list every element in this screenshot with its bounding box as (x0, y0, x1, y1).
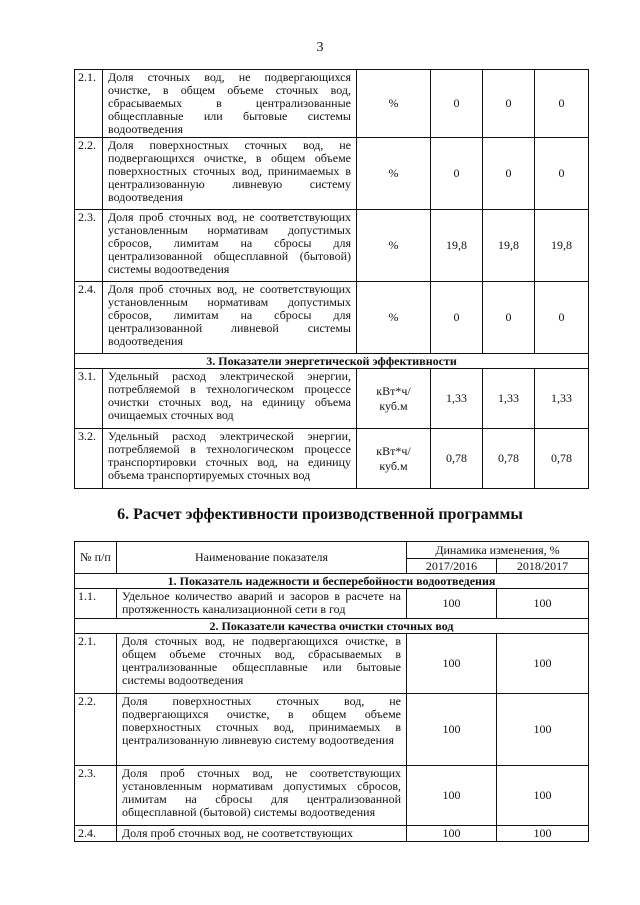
table-row (75, 694, 589, 766)
table-row (75, 369, 589, 429)
row-description: Удельный расход электрической энергии, потребляемой в технологическом процессе транспортировки сточных вод, на единицу объема транспортируемых сточных вод (103, 429, 357, 489)
row-number: 3.1. (75, 369, 103, 429)
header-col-2018-2017: 2018/2017 (497, 559, 589, 574)
row-description: Доля сточных вод, не подвергающихся очистке, в общем объеме сточных вод, сбрасываемых в централизованные общесплавные или бытовые системы водоотведения (117, 634, 407, 694)
row-value-2018-2017: 100 (497, 694, 589, 766)
row-number: 2.4. (75, 826, 117, 842)
row-value-3: 0 (535, 70, 589, 138)
row-number: 1.1. (75, 589, 117, 619)
header-name: Наименование показателя (117, 542, 407, 574)
row-number: 2.1. (75, 634, 117, 694)
table-row (75, 634, 589, 694)
row-unit: % (357, 138, 431, 210)
row-value-2: 0 (483, 282, 535, 354)
header-col-2017-2016: 2017/2016 (407, 559, 497, 574)
row-number: 2.2. (75, 138, 103, 210)
row-value-2017-2016: 100 (407, 589, 497, 619)
row-value-3: 1,33 (535, 369, 589, 429)
efficiency-table (74, 541, 589, 842)
row-value-1: 0 (431, 282, 483, 354)
row-value-2017-2016: 100 (407, 694, 497, 766)
row-number: 2.4. (75, 282, 103, 354)
row-number: 2.1. (75, 70, 103, 138)
section-title: 2. Показатели качества очистки сточных вод (75, 619, 589, 634)
row-value-2017-2016: 100 (407, 634, 497, 694)
row-value-2: 1,33 (483, 369, 535, 429)
row-unit: % (357, 282, 431, 354)
row-value-2018-2017: 100 (497, 826, 589, 842)
row-description: Доля проб сточных вод, не соответствующих установленным нормативам допустимых сбросов, лимитам на сбросы для централизованной общесплавной (бытовой) системы водоотведения (117, 766, 407, 826)
page-number: 3 (316, 40, 324, 55)
row-value-1: 0 (431, 70, 483, 138)
row-value-2017-2016: 100 (407, 826, 497, 842)
row-value-2: 19,8 (483, 210, 535, 282)
indicators-table (74, 69, 589, 489)
section-row (75, 574, 589, 589)
section-row (75, 619, 589, 634)
row-description: Доля проб сточных вод, не соответствующих (117, 826, 407, 842)
row-unit: % (357, 210, 431, 282)
row-value-2017-2016: 100 (407, 766, 497, 826)
row-value-1: 0,78 (431, 429, 483, 489)
row-description: Доля поверхностных сточных вод, не подвергающихся очистке, в общем объеме поверхностных сточных вод, принимаемых в централизованную ливневую систему водоотведения (103, 138, 357, 210)
row-number: 3.2. (75, 429, 103, 489)
row-unit: кВт*ч/ куб.м (357, 429, 431, 489)
row-number: 2.3. (75, 210, 103, 282)
table-row (75, 138, 589, 210)
section-title: 1. Показатель надежности и бесперебойности водоотведения (75, 574, 589, 589)
table-row (75, 589, 589, 619)
row-value-3: 19,8 (535, 210, 589, 282)
row-description: Доля поверхностных сточных вод, не подвергающихся очистке, в общем объеме поверхностных сточных вод, принимаемых в централизованную ливневую систему водоотведения (117, 694, 407, 766)
row-value-3: 0 (535, 138, 589, 210)
row-description: Удельное количество аварий и засоров в расчете на протяженность канализационной сети в год (117, 589, 407, 619)
row-description: Удельный расход электрической энергии, потребляемой в технологическом процессе очистки сточных вод, на единицу объема очищаемых сточных вод (103, 369, 357, 429)
row-value-3: 0 (535, 282, 589, 354)
row-number: 2.2. (75, 694, 117, 766)
table-row (75, 282, 589, 354)
row-value-2: 0,78 (483, 429, 535, 489)
table-row (75, 429, 589, 489)
header-num: № п/п (75, 542, 117, 574)
row-unit: кВт*ч/ куб.м (357, 369, 431, 429)
row-value-1: 19,8 (431, 210, 483, 282)
row-value-2018-2017: 100 (497, 589, 589, 619)
row-value-1: 0 (431, 138, 483, 210)
section-row (75, 354, 589, 369)
table-row (75, 210, 589, 282)
row-value-2: 0 (483, 138, 535, 210)
table-row (75, 70, 589, 138)
row-value-2018-2017: 100 (497, 766, 589, 826)
row-value-2018-2017: 100 (497, 634, 589, 694)
row-unit: % (357, 70, 431, 138)
table-row (75, 766, 589, 826)
row-value-3: 0,78 (535, 429, 589, 489)
row-number: 2.3. (75, 766, 117, 826)
header-dynamics: Динамика изменения, % (407, 542, 589, 559)
section-title: 3. Показатели энергетической эффективности (75, 354, 589, 369)
row-description: Доля сточных вод, не подвергающихся очистке, в общем объеме сточных вод, сбрасываемых в централизованные общесплавные или бытовые системы водоотведения (103, 70, 357, 138)
row-value-2: 0 (483, 70, 535, 138)
table-row (75, 826, 589, 842)
section-heading: 6. Расчет эффективности производственной программы (117, 506, 523, 523)
row-description: Доля проб сточных вод, не соответствующих установленным нормативам допустимых сбросов, лимитам на сбросы для централизованной ливневой системы водоотведения (103, 282, 357, 354)
row-value-1: 1,33 (431, 369, 483, 429)
row-description: Доля проб сточных вод, не соответствующих установленным нормативам допустимых сбросов, лимитам на сбросы для централизованной общесплавной (бытовой) системы водоотведения (103, 210, 357, 282)
